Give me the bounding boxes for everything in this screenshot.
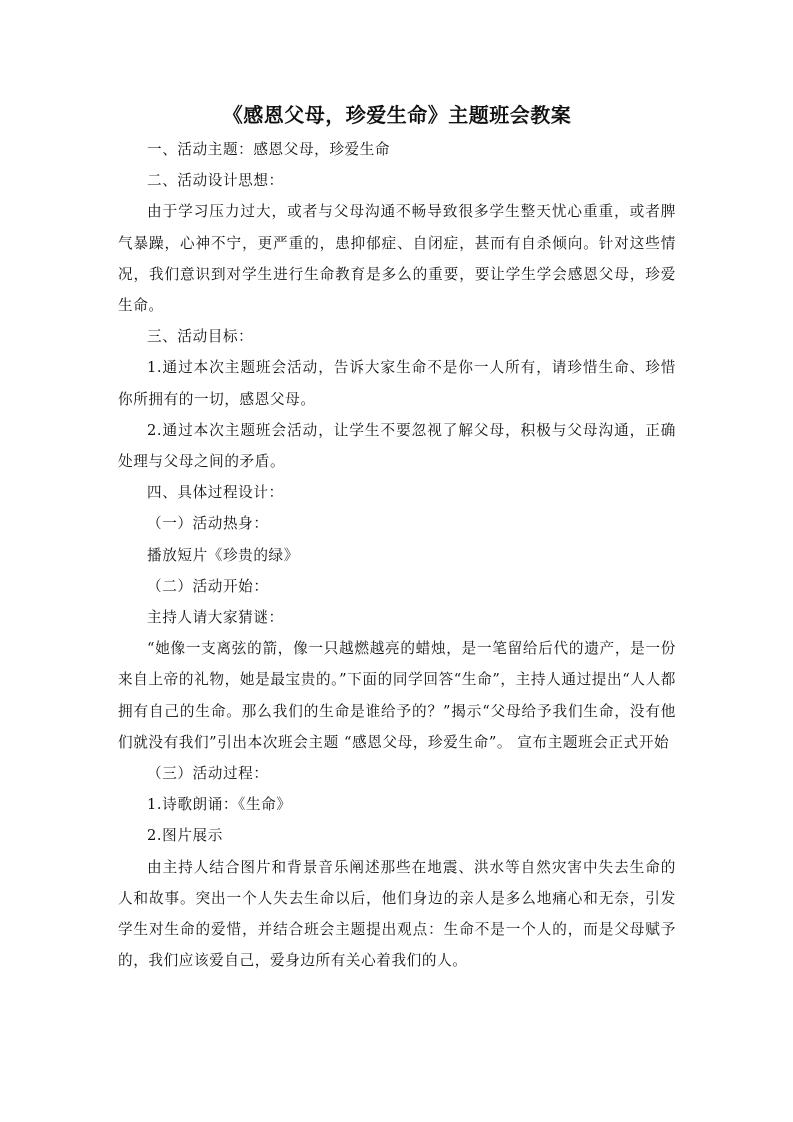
section-heading-design-idea: 二、活动设计思想： xyxy=(147,172,284,190)
document-title: 《感恩父母，珍爱生命》主题班会教案 xyxy=(222,103,572,127)
process-item-1: 1.诗歌朗诵：《生命》 xyxy=(147,796,292,814)
subheading-activity-process: （三）活动过程： xyxy=(147,765,269,783)
subheading-warmup: （一）活动热身： xyxy=(147,515,269,533)
goal-item-2: 2.通过本次主题班会活动，让学生不要忽视了解父母，积极与父母沟通，正确处理与父母之间的矛盾。 xyxy=(118,421,676,471)
paragraph-riddle-intro: 主持人请大家猜谜： xyxy=(147,609,284,627)
paragraph-design-idea: 由于学习压力过大，或者与父母沟通不畅导致很多学生整天忧心重重，或者脾气暴躁，心神不宁，更严重的，患抑郁症、自闭症，甚而有自杀倾向。针对这些情况，我们意识到对学生进行生命教育是多么的重要，要让学生学会感恩父母，珍爱生命。 xyxy=(118,203,676,315)
subheading-start: （二）活动开始： xyxy=(147,577,269,595)
paragraph-riddle: “她像一支离弦的箭，像一只越燃越亮的蜡烛，是一笔留给后代的遗产，是一份来自上帝的礼物，她是最宝贵的。”下面的同学回答“生命”，主持人通过提出“人人都拥有自己的生命。那么我们的生命是谁给予的？”揭示“父母给予我们生命，没有他们就没有我们”引出本次班会主题 “感恩父母，珍爱生命”。 宣布主题班会正式开始 xyxy=(118,640,676,751)
paragraph-picture-show: 由主持人结合图片和背景音乐阐述那些在地震、洪水等自然灾害中失去生命的人和故事。突出一个人失去生命以后，他们身边的亲人是多么地痛心和无奈，引发学生对生命的爱惜，并结合班会主题提出观点：生命不是一个人的，而是父母赋予的，我们应该爱自己，爱身边所有关心着我们的人。 xyxy=(118,858,676,970)
process-item-2: 2.图片展示 xyxy=(147,827,223,845)
section-heading-theme: 一、活动主题：感恩父母，珍爱生命 xyxy=(147,141,391,158)
section-heading-goals: 三、活动目标： xyxy=(147,328,254,346)
paragraph-warmup: 播放短片《珍贵的绿》 xyxy=(147,546,299,564)
goal-item-1: 1.通过本次主题班会活动，告诉大家生命不是你一人所有，请珍惜生命、珍惜你所拥有的一切，感恩父母。 xyxy=(118,359,676,408)
document-page xyxy=(118,100,676,976)
section-heading-process: 四、具体过程设计： xyxy=(147,484,284,502)
